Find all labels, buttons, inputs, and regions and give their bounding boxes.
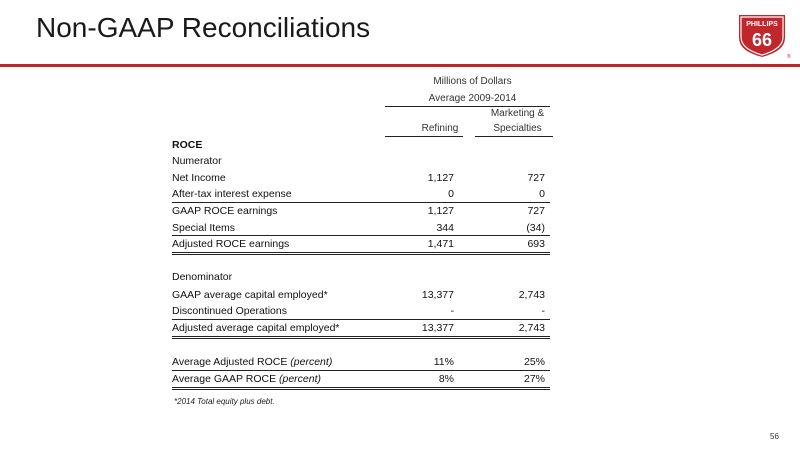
row-label: GAAP ROCE earnings — [172, 205, 278, 217]
phillips-66-logo-icon — [733, 8, 791, 60]
row-label: ROCE — [172, 139, 203, 151]
row-value-marketing: 727 — [527, 172, 545, 184]
row-label: Adjusted ROCE earnings — [172, 238, 290, 250]
row-value-refining: 11% — [433, 356, 454, 368]
row-roce — [172, 137, 550, 153]
row-value-refining: 344 — [436, 222, 454, 234]
row-label: Numerator — [172, 155, 222, 167]
row-adjusted-roce-earnings — [172, 236, 550, 252]
row-denominator — [172, 269, 550, 285]
row-discontinued-operations — [172, 303, 550, 319]
row-gaap-roce-earnings — [172, 203, 550, 219]
row-adjusted-capital-employed — [172, 320, 550, 336]
page-title: Non-GAAP Reconciliations — [36, 12, 371, 43]
double-rule-denominator — [172, 336, 550, 339]
row-label: After-tax interest expense — [172, 188, 292, 200]
footnote: *2014 Total equity plus debt. — [174, 397, 275, 406]
row-value-refining: 13,377 — [421, 289, 454, 301]
logo-top-text: PHILLIPS — [746, 21, 778, 28]
title-rule — [0, 64, 800, 67]
row-value-marketing: (34) — [526, 222, 545, 234]
double-rule-numerator — [172, 252, 550, 255]
row-label-unit: (percent) — [279, 373, 322, 385]
row-label: GAAP average capital employed* — [172, 289, 328, 301]
row-average-gaap-roce — [172, 371, 550, 387]
row-value-marketing: 27% — [523, 373, 545, 385]
row-value-marketing: 25% — [523, 356, 545, 368]
row-value-refining: 1,127 — [427, 205, 454, 217]
row-value-refining: 1,471 — [427, 238, 454, 250]
header-units: Millions of Dollars — [433, 76, 512, 87]
logo-number: 66 — [751, 30, 773, 50]
row-label — [172, 354, 332, 370]
row-label-text: Average Adjusted ROCE — [172, 356, 288, 368]
row-label: Special Items — [172, 222, 236, 234]
row-label-text: Average GAAP ROCE — [172, 373, 277, 385]
row-value-marketing: 693 — [527, 238, 545, 250]
row-label-unit: (percent) — [290, 356, 333, 368]
row-special-items — [172, 220, 550, 236]
row-label: Adjusted average capital employed* — [172, 322, 340, 334]
row-value-refining: 1,127 — [427, 172, 454, 184]
row-label — [172, 371, 321, 387]
logo-registered-mark: ® — [787, 54, 791, 60]
row-gaap-capital-employed — [172, 287, 550, 303]
row-numerator — [172, 153, 550, 169]
header-col-marketing-line2: Specialties — [493, 123, 542, 134]
page-number: 56 — [770, 432, 779, 441]
row-value-marketing: 2,743 — [518, 289, 545, 301]
header-col-refining: Refining — [421, 123, 459, 134]
row-value-marketing: - — [541, 305, 545, 317]
row-value-refining: 8% — [438, 373, 454, 385]
header-period-rule — [385, 106, 550, 107]
row-value-marketing: 2,743 — [518, 322, 545, 334]
row-label: Denominator — [172, 271, 233, 283]
row-net-income — [172, 170, 550, 186]
row-value-marketing: 727 — [527, 205, 545, 217]
row-average-adjusted-roce — [172, 354, 550, 370]
double-rule-roce — [172, 387, 550, 390]
row-value-refining: 13,377 — [421, 322, 454, 334]
row-interest-expense — [172, 186, 550, 202]
header-period: Average 2009-2014 — [428, 93, 517, 104]
row-value-marketing: 0 — [539, 188, 545, 200]
row-value-refining: - — [450, 305, 454, 317]
row-label: Discontinued Operations — [172, 305, 287, 317]
row-value-refining: 0 — [448, 188, 454, 200]
row-label: Net Income — [172, 172, 226, 184]
header-col-marketing-line1: Marketing & — [490, 108, 545, 119]
